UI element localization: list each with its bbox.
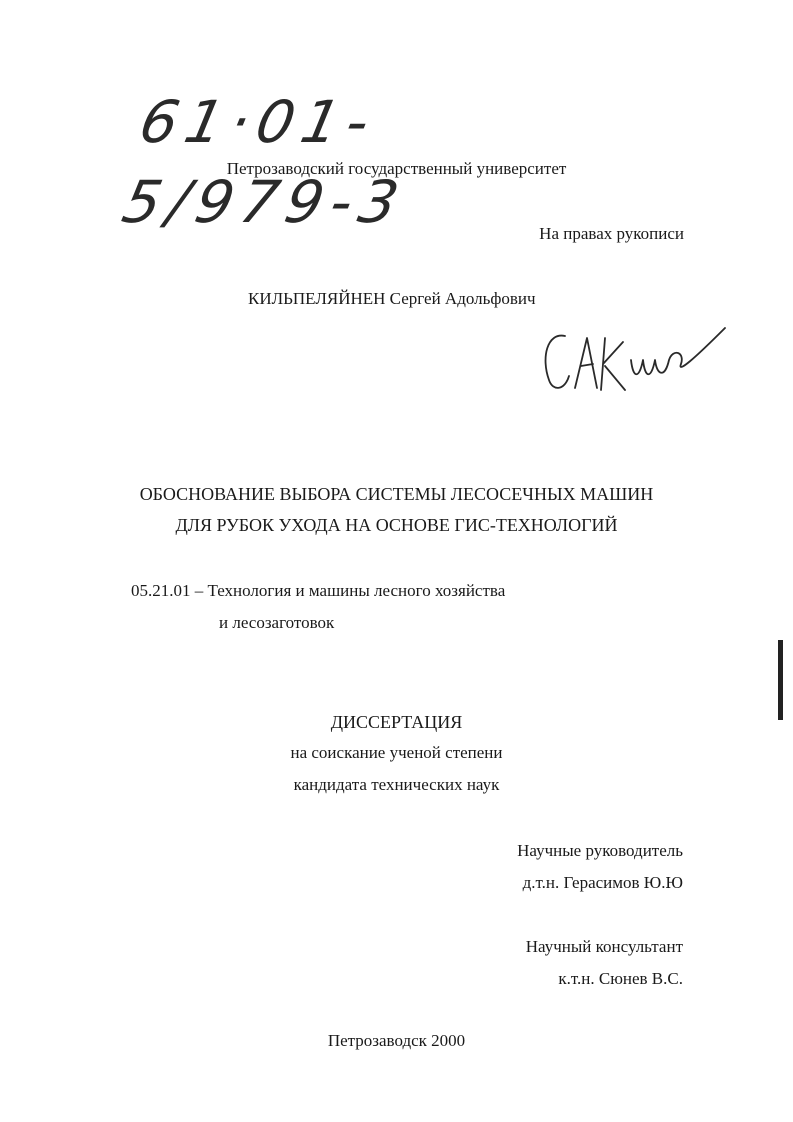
specialty-line-2: и лесозаготовок xyxy=(219,613,335,632)
handwritten-archive-code: 61·01-5/979-3 xyxy=(116,88,413,236)
work-type: ДИССЕРТАЦИЯ xyxy=(330,712,463,732)
author-name: КИЛЬПЕЛЯЙНЕН Сергей Адольфович xyxy=(248,289,536,308)
consultant-name: к.т.н. Сюнев В.С. xyxy=(558,969,683,988)
city-year: Петрозаводск 2000 xyxy=(327,1031,466,1050)
degree-line-1: на соискание ученой степени xyxy=(290,743,503,762)
supervisor-label: Научные руководитель xyxy=(517,841,683,860)
university-name: Петрозаводский государственный университет xyxy=(226,159,567,178)
consultant-label: Научный консультант xyxy=(525,937,683,956)
supervisor-name: д.т.н. Герасимов Ю.Ю xyxy=(522,873,683,892)
degree-line-2: кандидата технических наук xyxy=(293,775,500,794)
dissertation-title-line-1: ОБОСНОВАНИЕ ВЫБОРА СИСТЕМЫ ЛЕСОСЕЧНЫХ МАШИН xyxy=(139,484,654,504)
dissertation-title-line-2: ДЛЯ РУБОК УХОДА НА ОСНОВЕ ГИС-ТЕХНОЛОГИЙ xyxy=(175,515,618,535)
manuscript-note: На правах рукописи xyxy=(539,224,684,243)
author-signature xyxy=(535,318,735,408)
scan-edge-mark xyxy=(778,640,783,720)
specialty-line-1: 05.21.01 – Технология и машины лесного хозяйства xyxy=(131,581,506,600)
